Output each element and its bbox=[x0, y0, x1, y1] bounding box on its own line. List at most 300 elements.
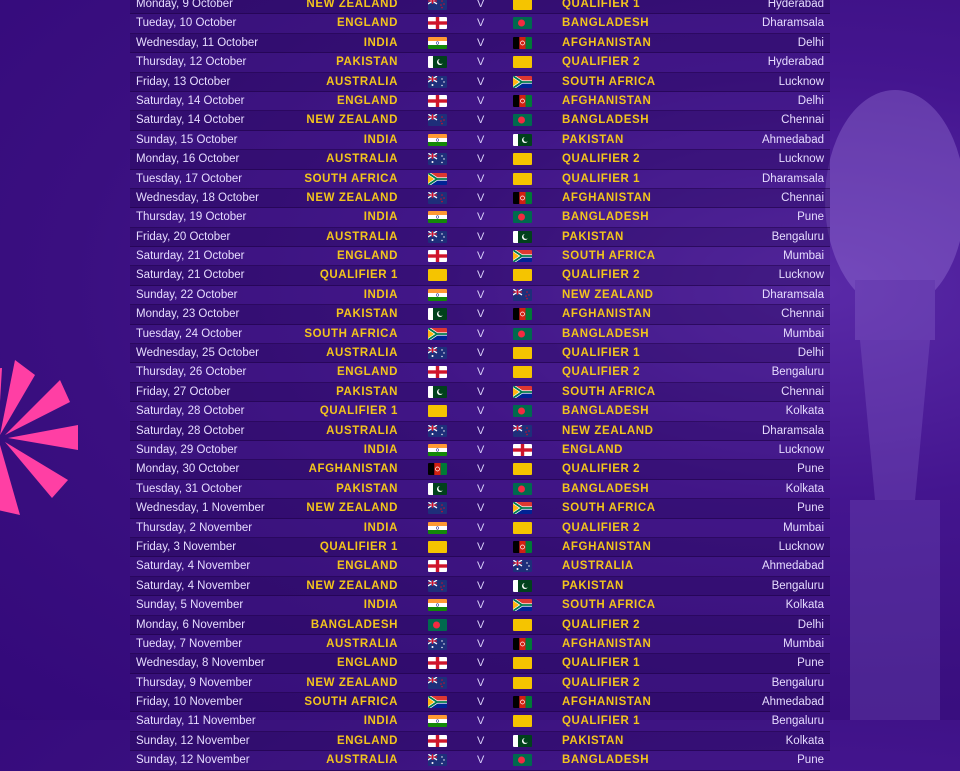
bangladesh-flag-icon bbox=[513, 483, 532, 495]
home-team: ENGLAND bbox=[336, 94, 398, 107]
qualifier-2-flag-icon bbox=[513, 677, 532, 689]
away-team: BANGLADESH bbox=[562, 327, 650, 340]
away-team: AFGHANISTAN bbox=[562, 94, 652, 107]
venue: Chennai bbox=[781, 191, 824, 204]
venue: Delhi bbox=[797, 94, 824, 107]
home-team: PAKISTAN bbox=[336, 308, 398, 321]
match-date: Friday, 27 October bbox=[136, 385, 231, 398]
away-team: QUALIFIER 1 bbox=[562, 715, 641, 728]
venue: Kolkata bbox=[785, 599, 824, 612]
match-date: Sunday, 15 October bbox=[136, 133, 238, 146]
home-team: AUSTRALIA bbox=[326, 153, 398, 166]
fixture-row bbox=[130, 73, 830, 92]
qualifier-2-flag-icon bbox=[513, 463, 532, 475]
versus-label: V bbox=[477, 540, 485, 553]
versus-label: V bbox=[477, 17, 485, 30]
away-team: BANGLADESH bbox=[562, 482, 650, 495]
fixture-row bbox=[130, 538, 830, 557]
away-team: QUALIFIER 2 bbox=[562, 618, 641, 631]
india-flag-icon bbox=[428, 289, 447, 301]
versus-label: V bbox=[477, 75, 485, 88]
venue: Lucknow bbox=[778, 540, 824, 553]
new-zealand-flag-icon bbox=[428, 502, 447, 514]
qualifier-1-flag-icon bbox=[513, 657, 532, 669]
venue: Pune bbox=[797, 754, 824, 767]
home-team: ENGLAND bbox=[336, 17, 398, 30]
fixture-row bbox=[130, 92, 830, 111]
match-date: Saturday, 28 October bbox=[136, 405, 245, 418]
versus-label: V bbox=[477, 754, 485, 767]
fixture-row bbox=[130, 402, 830, 421]
match-date: Wednesday, 11 October bbox=[136, 36, 259, 49]
south-africa-flag-icon bbox=[428, 328, 447, 340]
versus-label: V bbox=[477, 94, 485, 107]
match-date: Sunday, 5 November bbox=[136, 599, 244, 612]
match-date: Monday, 30 October bbox=[136, 463, 240, 476]
india-flag-icon bbox=[428, 715, 447, 727]
home-team: PAKISTAN bbox=[336, 56, 398, 69]
match-date: Wednesday, 25 October bbox=[136, 347, 259, 360]
home-team: ENGLAND bbox=[336, 250, 398, 263]
new-zealand-flag-icon bbox=[428, 0, 447, 10]
pakistan-flag-icon bbox=[428, 56, 447, 68]
away-team: QUALIFIER 2 bbox=[562, 521, 641, 534]
home-team: PAKISTAN bbox=[336, 385, 398, 398]
venue: Kolkata bbox=[785, 482, 824, 495]
match-date: Tuesday, 31 October bbox=[136, 482, 243, 495]
afghanistan-flag-icon bbox=[428, 463, 447, 475]
versus-label: V bbox=[477, 230, 485, 243]
trophy-graphic bbox=[820, 80, 960, 720]
home-team: ENGLAND bbox=[336, 560, 398, 573]
qualifier-2-flag-icon bbox=[513, 269, 532, 281]
match-date: Wednesday, 8 November bbox=[136, 657, 265, 670]
pakistan-flag-icon bbox=[428, 308, 447, 320]
qualifier-1-flag-icon bbox=[428, 269, 447, 281]
qualifier-1-flag-icon bbox=[513, 347, 532, 359]
venue: Bengaluru bbox=[771, 676, 824, 689]
australia-flag-icon bbox=[428, 153, 447, 165]
pakistan-flag-icon bbox=[513, 231, 532, 243]
away-team: SOUTH AFRICA bbox=[562, 250, 656, 263]
away-team: SOUTH AFRICA bbox=[562, 502, 656, 515]
venue: Mumbai bbox=[783, 327, 824, 340]
away-team: BANGLADESH bbox=[562, 211, 650, 224]
match-date: Tuesday, 17 October bbox=[136, 172, 243, 185]
new-zealand-flag-icon bbox=[513, 289, 532, 301]
fixture-row bbox=[130, 286, 830, 305]
home-team: INDIA bbox=[363, 443, 398, 456]
match-date: Tuesday, 24 October bbox=[136, 327, 243, 340]
england-flag-icon bbox=[428, 366, 447, 378]
fixture-row bbox=[130, 131, 830, 150]
england-flag-icon bbox=[428, 95, 447, 107]
away-team: PAKISTAN bbox=[562, 230, 624, 243]
match-date: Saturday, 4 November bbox=[136, 579, 251, 592]
home-team: AUSTRALIA bbox=[326, 424, 398, 437]
new-zealand-flag-icon bbox=[428, 580, 447, 592]
versus-label: V bbox=[477, 269, 485, 282]
away-team: AFGHANISTAN bbox=[562, 637, 652, 650]
venue: Hyderabad bbox=[767, 0, 824, 10]
fixture-row bbox=[130, 53, 830, 72]
venue: Bengaluru bbox=[771, 230, 824, 243]
bangladesh-flag-icon bbox=[513, 114, 532, 126]
afghanistan-flag-icon bbox=[513, 308, 532, 320]
venue: Lucknow bbox=[778, 269, 824, 282]
venue: Chennai bbox=[781, 308, 824, 321]
pakistan-flag-icon bbox=[513, 580, 532, 592]
fixture-row bbox=[130, 596, 830, 615]
bangladesh-flag-icon bbox=[428, 619, 447, 631]
versus-label: V bbox=[477, 502, 485, 515]
match-date: Sunday, 29 October bbox=[136, 443, 238, 456]
fixture-row bbox=[130, 228, 830, 247]
afghanistan-flag-icon bbox=[513, 37, 532, 49]
fixture-row bbox=[130, 732, 830, 751]
versus-label: V bbox=[477, 734, 485, 747]
bangladesh-flag-icon bbox=[513, 405, 532, 417]
venue: Bengaluru bbox=[771, 366, 824, 379]
versus-label: V bbox=[477, 308, 485, 321]
away-team: BANGLADESH bbox=[562, 114, 650, 127]
away-team: AFGHANISTAN bbox=[562, 308, 652, 321]
home-team: AFGHANISTAN bbox=[308, 463, 398, 476]
versus-label: V bbox=[477, 482, 485, 495]
venue: Lucknow bbox=[778, 443, 824, 456]
australia-flag-icon bbox=[428, 347, 447, 359]
versus-label: V bbox=[477, 288, 485, 301]
fixture-row bbox=[130, 189, 830, 208]
away-team: QUALIFIER 2 bbox=[562, 366, 641, 379]
away-team: BANGLADESH bbox=[562, 405, 650, 418]
india-flag-icon bbox=[428, 37, 447, 49]
versus-label: V bbox=[477, 521, 485, 534]
fixture-row bbox=[130, 170, 830, 189]
home-team: INDIA bbox=[363, 36, 398, 49]
match-date: Friday, 20 October bbox=[136, 230, 231, 243]
venue: Delhi bbox=[797, 347, 824, 360]
new-zealand-flag-icon bbox=[428, 677, 447, 689]
england-flag-icon bbox=[428, 735, 447, 747]
home-team: INDIA bbox=[363, 288, 398, 301]
venue: Chennai bbox=[781, 385, 824, 398]
match-date: Thursday, 19 October bbox=[136, 211, 247, 224]
pink-burst-graphic bbox=[0, 340, 90, 530]
home-team: NEW ZEALAND bbox=[306, 191, 398, 204]
india-flag-icon bbox=[428, 211, 447, 223]
match-date: Thursday, 26 October bbox=[136, 366, 247, 379]
qualifier-1-flag-icon bbox=[428, 405, 447, 417]
england-flag-icon bbox=[428, 560, 447, 572]
home-team: AUSTRALIA bbox=[326, 637, 398, 650]
fixture-row bbox=[130, 363, 830, 382]
versus-label: V bbox=[477, 211, 485, 224]
fixture-row bbox=[130, 635, 830, 654]
match-date: Thursday, 12 October bbox=[136, 56, 247, 69]
india-flag-icon bbox=[428, 522, 447, 534]
away-team: AFGHANISTAN bbox=[562, 36, 652, 49]
fixtures-table bbox=[130, 0, 830, 771]
venue: Ahmedabad bbox=[761, 133, 824, 146]
match-date: Monday, 23 October bbox=[136, 308, 240, 321]
australia-flag-icon bbox=[513, 560, 532, 572]
away-team: QUALIFIER 2 bbox=[562, 153, 641, 166]
away-team: QUALIFIER 2 bbox=[562, 463, 641, 476]
match-date: Monday, 6 November bbox=[136, 618, 246, 631]
bangladesh-flag-icon bbox=[513, 17, 532, 29]
bangladesh-flag-icon bbox=[513, 328, 532, 340]
match-date: Friday, 3 November bbox=[136, 540, 237, 553]
away-team: BANGLADESH bbox=[562, 17, 650, 30]
fixture-row bbox=[130, 519, 830, 538]
qualifier-2-flag-icon bbox=[513, 522, 532, 534]
qualifier-2-flag-icon bbox=[513, 153, 532, 165]
versus-label: V bbox=[477, 153, 485, 166]
qualifier-1-flag-icon bbox=[513, 715, 532, 727]
new-zealand-flag-icon bbox=[513, 425, 532, 437]
fixture-row bbox=[130, 557, 830, 576]
home-team: NEW ZEALAND bbox=[306, 502, 398, 515]
away-team: SOUTH AFRICA bbox=[562, 385, 656, 398]
home-team: BANGLADESH bbox=[310, 618, 398, 631]
versus-label: V bbox=[477, 637, 485, 650]
venue: Mumbai bbox=[783, 637, 824, 650]
versus-label: V bbox=[477, 250, 485, 263]
venue: Pune bbox=[797, 463, 824, 476]
away-team: PAKISTAN bbox=[562, 579, 624, 592]
away-team: ENGLAND bbox=[562, 443, 624, 456]
versus-label: V bbox=[477, 463, 485, 476]
venue: Kolkata bbox=[785, 405, 824, 418]
pakistan-flag-icon bbox=[428, 386, 447, 398]
venue: Dharamsala bbox=[762, 424, 824, 437]
venue: Dharamsala bbox=[762, 288, 824, 301]
bangladesh-flag-icon bbox=[513, 211, 532, 223]
home-team: NEW ZEALAND bbox=[306, 0, 398, 10]
venue: Bengaluru bbox=[771, 579, 824, 592]
away-team: QUALIFIER 1 bbox=[562, 657, 641, 670]
venue: Hyderabad bbox=[767, 56, 824, 69]
away-team: SOUTH AFRICA bbox=[562, 75, 656, 88]
pakistan-flag-icon bbox=[513, 735, 532, 747]
versus-label: V bbox=[477, 424, 485, 437]
match-date: Saturday, 11 November bbox=[136, 715, 256, 728]
india-flag-icon bbox=[428, 599, 447, 611]
qualifier-2-flag-icon bbox=[513, 56, 532, 68]
south-africa-flag-icon bbox=[513, 599, 532, 611]
home-team: NEW ZEALAND bbox=[306, 676, 398, 689]
fixture-row bbox=[130, 441, 830, 460]
australia-flag-icon bbox=[428, 754, 447, 766]
match-date: Sunday, 12 November bbox=[136, 734, 250, 747]
versus-label: V bbox=[477, 657, 485, 670]
versus-label: V bbox=[477, 327, 485, 340]
venue: Pune bbox=[797, 211, 824, 224]
qualifier-2-flag-icon bbox=[513, 366, 532, 378]
australia-flag-icon bbox=[428, 231, 447, 243]
versus-label: V bbox=[477, 56, 485, 69]
fixture-row bbox=[130, 499, 830, 518]
qualifier-2-flag-icon bbox=[513, 619, 532, 631]
match-date: Saturday, 14 October bbox=[136, 94, 245, 107]
india-flag-icon bbox=[428, 444, 447, 456]
match-date: Wednesday, 18 October bbox=[136, 191, 259, 204]
fixture-row bbox=[130, 712, 830, 731]
away-team: AUSTRALIA bbox=[562, 560, 634, 573]
match-date: Saturday, 21 October bbox=[136, 269, 245, 282]
versus-label: V bbox=[477, 347, 485, 360]
venue: Mumbai bbox=[783, 250, 824, 263]
venue: Mumbai bbox=[783, 521, 824, 534]
australia-flag-icon bbox=[428, 638, 447, 650]
match-date: Thursday, 2 November bbox=[136, 521, 253, 534]
fixture-row bbox=[130, 305, 830, 324]
australia-flag-icon bbox=[428, 76, 447, 88]
home-team: AUSTRALIA bbox=[326, 347, 398, 360]
venue: Kolkata bbox=[785, 734, 824, 747]
fixture-row bbox=[130, 266, 830, 285]
versus-label: V bbox=[477, 560, 485, 573]
venue: Pune bbox=[797, 502, 824, 515]
away-team: AFGHANISTAN bbox=[562, 191, 652, 204]
versus-label: V bbox=[477, 579, 485, 592]
afghanistan-flag-icon bbox=[513, 696, 532, 708]
south-africa-flag-icon bbox=[513, 76, 532, 88]
versus-label: V bbox=[477, 36, 485, 49]
england-flag-icon bbox=[428, 657, 447, 669]
versus-label: V bbox=[477, 114, 485, 127]
match-date: Monday, 16 October bbox=[136, 153, 240, 166]
india-flag-icon bbox=[428, 134, 447, 146]
versus-label: V bbox=[477, 191, 485, 204]
pakistan-flag-icon bbox=[513, 134, 532, 146]
match-date: Tueday, 10 October bbox=[136, 17, 237, 30]
away-team: QUALIFIER 1 bbox=[562, 347, 641, 360]
venue: Pune bbox=[797, 657, 824, 670]
match-date: Tueday, 7 November bbox=[136, 637, 243, 650]
away-team: PAKISTAN bbox=[562, 734, 624, 747]
fixture-row bbox=[130, 616, 830, 635]
england-flag-icon bbox=[513, 444, 532, 456]
match-date: Saturday, 28 October bbox=[136, 424, 245, 437]
away-team: QUALIFIER 2 bbox=[562, 269, 641, 282]
home-team: AUSTRALIA bbox=[326, 754, 398, 767]
versus-label: V bbox=[477, 385, 485, 398]
venue: Ahmedabad bbox=[761, 696, 824, 709]
home-team: PAKISTAN bbox=[336, 482, 398, 495]
bangladesh-flag-icon bbox=[513, 754, 532, 766]
versus-label: V bbox=[477, 696, 485, 709]
fixture-row bbox=[130, 150, 830, 169]
versus-label: V bbox=[477, 133, 485, 146]
home-team: INDIA bbox=[363, 715, 398, 728]
fixture-row bbox=[130, 247, 830, 266]
away-team: AFGHANISTAN bbox=[562, 696, 652, 709]
qualifier-1-flag-icon bbox=[513, 173, 532, 185]
versus-label: V bbox=[477, 172, 485, 185]
away-team: QUALIFIER 1 bbox=[562, 0, 641, 10]
home-team: INDIA bbox=[363, 521, 398, 534]
venue: Ahmedabad bbox=[761, 560, 824, 573]
match-date: Friday, 10 November bbox=[136, 696, 243, 709]
away-team: AFGHANISTAN bbox=[562, 540, 652, 553]
match-date: Saturday, 4 November bbox=[136, 560, 251, 573]
home-team: ENGLAND bbox=[336, 734, 398, 747]
match-date: Thursday, 9 November bbox=[136, 676, 253, 689]
home-team: SOUTH AFRICA bbox=[304, 172, 398, 185]
australia-flag-icon bbox=[428, 425, 447, 437]
fixture-row bbox=[130, 111, 830, 130]
home-team: NEW ZEALAND bbox=[306, 114, 398, 127]
fixture-row bbox=[130, 751, 830, 770]
match-date: Saturday, 21 October bbox=[136, 250, 245, 263]
venue: Chennai bbox=[781, 114, 824, 127]
south-africa-flag-icon bbox=[428, 173, 447, 185]
fixture-row bbox=[130, 654, 830, 673]
versus-label: V bbox=[477, 405, 485, 418]
south-africa-flag-icon bbox=[428, 696, 447, 708]
england-flag-icon bbox=[428, 17, 447, 29]
fixture-row bbox=[130, 0, 830, 14]
home-team: QUALIFIER 1 bbox=[319, 405, 398, 418]
venue: Delhi bbox=[797, 618, 824, 631]
south-africa-flag-icon bbox=[513, 502, 532, 514]
fixture-row bbox=[130, 208, 830, 227]
pakistan-flag-icon bbox=[428, 483, 447, 495]
versus-label: V bbox=[477, 443, 485, 456]
england-flag-icon bbox=[428, 250, 447, 262]
home-team: SOUTH AFRICA bbox=[304, 696, 398, 709]
versus-label: V bbox=[477, 618, 485, 631]
versus-label: V bbox=[477, 715, 485, 728]
home-team: ENGLAND bbox=[336, 366, 398, 379]
home-team: QUALIFIER 1 bbox=[319, 269, 398, 282]
match-date: Saturday, 14 October bbox=[136, 114, 245, 127]
qualifier-1-flag-icon bbox=[513, 0, 532, 10]
versus-label: V bbox=[477, 366, 485, 379]
venue: Lucknow bbox=[778, 153, 824, 166]
match-date: Friday, 13 October bbox=[136, 75, 231, 88]
fixture-row bbox=[130, 577, 830, 596]
venue: Delhi bbox=[797, 36, 824, 49]
versus-label: V bbox=[477, 599, 485, 612]
fixture-row bbox=[130, 422, 830, 441]
match-date: Monday, 9 October bbox=[136, 0, 233, 10]
afghanistan-flag-icon bbox=[513, 638, 532, 650]
fixture-row bbox=[130, 480, 830, 499]
fixture-row bbox=[130, 460, 830, 479]
home-team: NEW ZEALAND bbox=[306, 579, 398, 592]
fixture-row bbox=[130, 325, 830, 344]
venue: Dharamsala bbox=[762, 17, 824, 30]
home-team: QUALIFIER 1 bbox=[319, 540, 398, 553]
away-team: SOUTH AFRICA bbox=[562, 599, 656, 612]
match-date: Wednesday, 1 November bbox=[136, 502, 265, 515]
home-team: AUSTRALIA bbox=[326, 75, 398, 88]
away-team: QUALIFIER 1 bbox=[562, 172, 641, 185]
venue: Bengaluru bbox=[771, 715, 824, 728]
fixture-row bbox=[130, 674, 830, 693]
new-zealand-flag-icon bbox=[428, 114, 447, 126]
afghanistan-flag-icon bbox=[513, 541, 532, 553]
afghanistan-flag-icon bbox=[513, 192, 532, 204]
south-africa-flag-icon bbox=[513, 386, 532, 398]
match-date: Sunday, 12 November bbox=[136, 754, 250, 767]
afghanistan-flag-icon bbox=[513, 95, 532, 107]
away-team: PAKISTAN bbox=[562, 133, 624, 146]
home-team: ENGLAND bbox=[336, 657, 398, 670]
